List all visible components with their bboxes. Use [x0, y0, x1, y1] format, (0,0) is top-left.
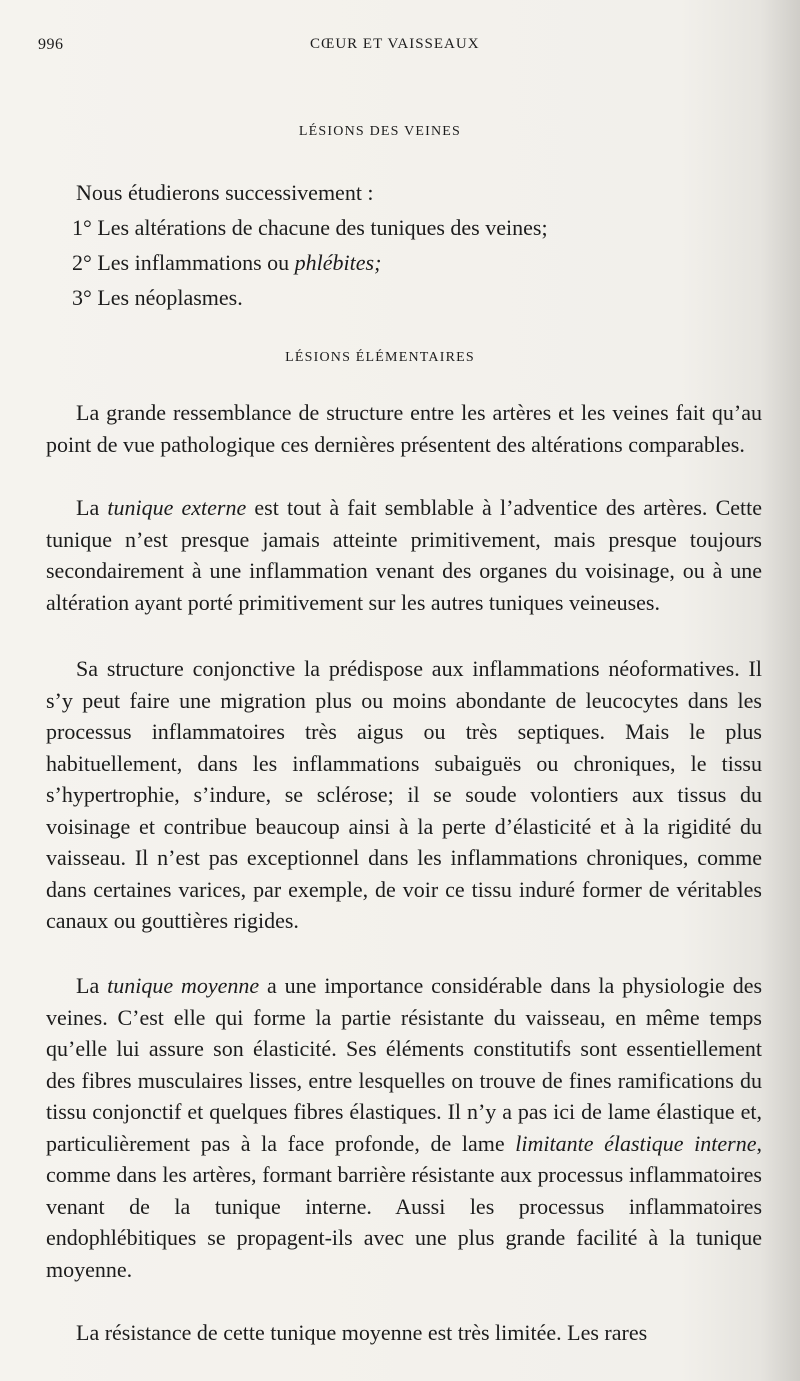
intro-line: Nous étudierons successivement :: [76, 180, 374, 205]
running-title: CŒUR ET VAISSEAUX: [310, 36, 480, 52]
paragraph: [46, 492, 762, 618]
list-item: [72, 245, 548, 280]
list-text: Les inflammations ou: [97, 250, 295, 275]
list-number: 1°: [72, 215, 92, 240]
paragraph: [46, 1317, 762, 1349]
list-text-italic: phlébites;: [294, 250, 382, 275]
paragraph-text: [46, 970, 762, 1285]
paragraph: [46, 970, 762, 1285]
paragraph-text: [46, 492, 762, 618]
list-number: 3°: [72, 285, 92, 310]
subsection-title: LÉSIONS ÉLÉMENTAIRES: [285, 350, 475, 365]
text-run: est tout à fait semblable à l’adventice des artères. Cette tunique n’est presque jamais atteinte primitivement, mais presque toujours secondairement à une inflammation venant des organes du voisinage, ou à une altération ayant porté primitivement sur les autres tuniques veineuses.: [46, 495, 763, 615]
paragraph-text: Sa structure conjonctive la prédispose aux inflammations néoformatives. Il s’y peut faire une migration plus ou moins abondante de leucocytes dans les processus inflammatoires très aigus ou très septiques. Mais le plus habituellement, dans les inflammations subaiguës ou chroniques, le tissu s’hypertrophie, s’indure, se sclérose; il se soude volontiers aux tissus du voisinage et contribue beaucoup ainsi à la perte d’élasticité et à la rigidité du vaisseau. Il n’est pas exceptionnel dans les inflammations chroniques, comme dans certaines varices, par exemple, de voir ce tissu induré former de véritables canaux ou gouttières rigides.: [46, 656, 762, 933]
paragraph: [46, 397, 762, 460]
list-text: Les néoplasmes.: [97, 285, 243, 310]
paragraph: [46, 653, 762, 937]
text-run: La: [76, 973, 108, 998]
italic-term: tunique externe: [107, 495, 247, 520]
intro-text: [76, 176, 374, 210]
paragraph-text: La résistance de cette tunique moyenne est très limitée. Les rares: [76, 1320, 648, 1345]
text-run: , comme dans les artères, formant barrière résistante aux processus inflammatoires venant de la tunique interne. Aussi les processus inflammatoires endophlébitiques se propagent-ils avec une plus grande facilité à la tunique moyenne.: [46, 1130, 762, 1282]
italic-term: limitante élastique interne: [515, 1130, 757, 1156]
list-text: Les altérations de chacune des tuniques des veines;: [97, 215, 548, 240]
page-header: [38, 36, 758, 62]
section-title: LÉSIONS DES VEINES: [298, 124, 462, 139]
list-item: [72, 210, 548, 245]
paragraph-text: La grande ressemblance de structure entre les artères et les veines fait qu’au point de vue pathologique ces dernières présentent des altérations comparables.: [46, 400, 762, 457]
text-run: a une importance considérable dans la physiologie des veines. C’est elle qui forme la partie résistante du vaisseau, en même temps qu’elle lui assure son élasticité. Ses éléments constitutifs sont essentiellement des fibres musculaires lisses, entre lesquelles on trouve de fines ramifications du tissu conjonctif et quelques fibres élastiques. Il n’y a pas ici de lame élastique et, particulièrement pas à la face profonde, de lame: [46, 973, 763, 1156]
italic-term: tunique moyenne: [107, 973, 260, 998]
list-number: 2°: [72, 250, 92, 275]
enumeration-list: [72, 210, 548, 315]
text-run: La: [76, 495, 108, 520]
page-number: 996: [38, 36, 64, 53]
list-item: [72, 280, 548, 315]
